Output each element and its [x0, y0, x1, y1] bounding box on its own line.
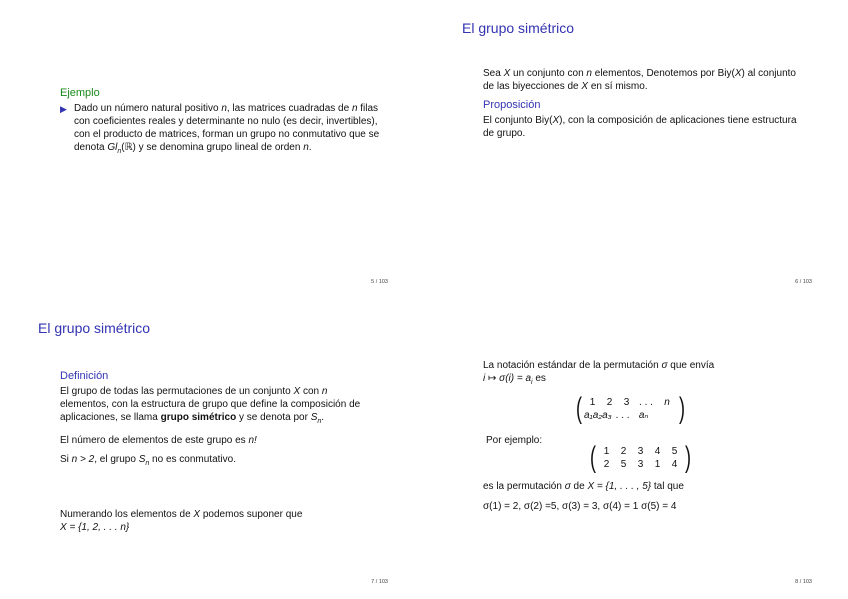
permutation-description: es la permutación σ de X = {1, . . . , 5} tal que	[483, 481, 684, 492]
slide-5	[0, 0, 424, 299]
permutation-values: σ(1) = 2, σ(2) =5, σ(3) = 3, σ(4) = 1 σ(5) = 4	[483, 501, 677, 512]
left-paren-icon: (	[590, 441, 596, 474]
matrix-row-bottom: 2 5 3 1 4	[603, 459, 678, 470]
example-label: Por ejemplo:	[486, 435, 543, 446]
page-number: 6 / 103	[795, 279, 812, 285]
proposition-text: El conjunto Biy(X), con la composición de aplicaciones tiene estructura de grupo.	[483, 115, 797, 139]
order-text: El número de elementos de este grupo es n!	[60, 435, 257, 446]
slide-6	[424, 0, 848, 299]
proposition-title: Proposición	[483, 99, 541, 111]
slide8-body	[483, 359, 813, 389]
general-permutation-matrix	[574, 394, 687, 424]
notation-text: La notación estándar de la permutación σ que envía i ↦ $\sigma(i) = a_i$ es	[483, 360, 715, 386]
example-bullet	[60, 102, 380, 158]
slide6-body	[483, 67, 803, 146]
slide-8	[424, 300, 848, 599]
numbering-text: Numerando los elementos de X podemos suponer que X = {1, 2, . . . n}	[60, 509, 303, 533]
slide-7	[0, 300, 424, 599]
matrix-row-top: 1 2 3 4 5	[603, 446, 678, 457]
matrix-row-bottom: a₁ a₂ a₃ . . . aₙ	[584, 410, 649, 421]
right-paren-icon: )	[685, 441, 691, 474]
slide7-body	[60, 370, 370, 476]
intro-text: Sea X un conjunto con n elementos, Denotemos por Biy(X) al conjunto de las biyecciones de X en sí mismo.	[483, 68, 796, 92]
page-number: 5 / 103	[371, 279, 388, 285]
noncommutative-text: Si n > 2, el grupo $S_n$ no es conmutativo.	[60, 454, 236, 467]
left-paren-icon: (	[576, 392, 582, 425]
example-title: Ejemplo	[60, 87, 100, 99]
frame-title: El grupo simétrico	[462, 20, 575, 36]
example-permutation-matrix	[588, 443, 693, 473]
frame-title: El grupo simétrico	[38, 320, 151, 336]
right-paren-icon: )	[679, 392, 685, 425]
page-number: 7 / 103	[371, 579, 388, 585]
matrix-row-top: 1 2 3 . . . n	[589, 397, 670, 408]
definition-text: El grupo de todas las permutaciones de un conjunto X con n elementos, con la estructura de grupo que define la composición de aplicaciones, se llama grupo simétrico y se denota por $S_n$.	[60, 386, 361, 425]
page-number: 8 / 103	[795, 579, 812, 585]
example-text: Dado un número natural positivo n, las matrices cuadradas de n filas con coeficientes reales y determinante no nulo (es decir, invertibles), con el producto de matrices, forman un grupo no conmutativo que se denota $Gl_n(ℝ)$ y se denomina grupo lineal de orden n.	[74, 103, 380, 155]
bullet-triangle-icon: ▶	[60, 104, 67, 114]
definition-title: Definición	[60, 370, 109, 382]
example-block	[60, 87, 380, 158]
